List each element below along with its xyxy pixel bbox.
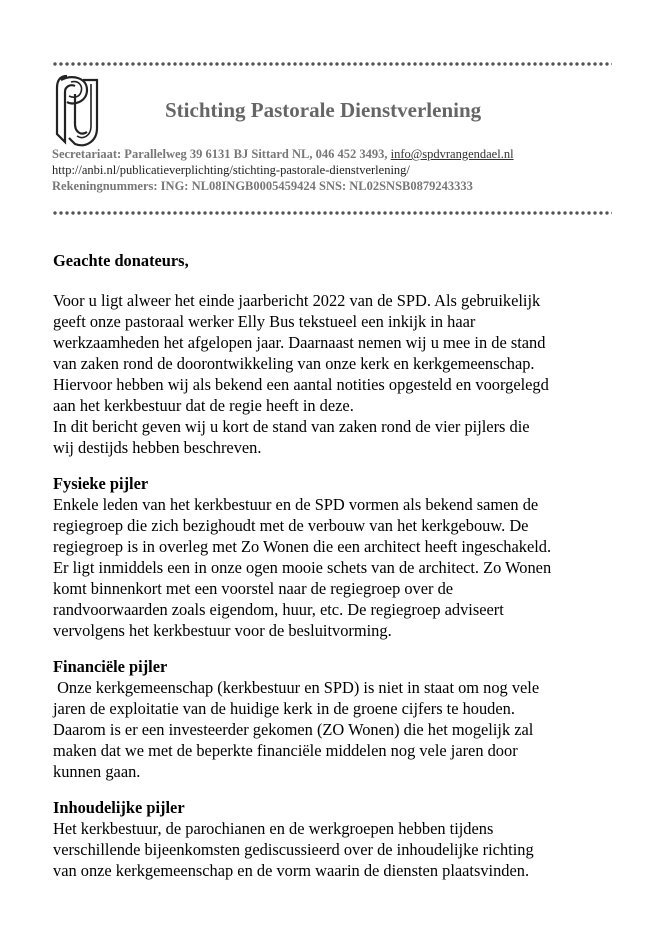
section-line: jaren de exploitatie van de huidige kerk in de groene cijfers te houden. [53, 699, 515, 718]
top-dotted-divider [52, 62, 612, 66]
intro-line: Hiervoor hebben wij als bekend een aantal notities opgesteld en voorgelegd [53, 375, 549, 394]
intro-paragraph [53, 290, 613, 458]
intro-line: aan het kerkbestuur dat de regie heeft in deze. [53, 396, 354, 415]
section-line: van onze kerkgemeenschap en de vorm waarin de diensten plaatsvinden. [53, 861, 530, 880]
section-line: Enkele leden van het kerkbestuur en de SPD vormen als bekend samen de [53, 495, 539, 514]
section-inhoudelijke-pijler [53, 797, 613, 881]
section-line: randvoorwaarden zoals eigendom, huur, etc. De regiegroep adviseert [53, 600, 504, 619]
bottom-dotted-divider [52, 211, 612, 215]
section-line: vervolgens het kerkbestuur voor de besluitvorming. [53, 621, 392, 640]
section-fysieke-pijler [53, 473, 613, 641]
intro-line: van zaken rond de doorontwikkeling van onze kerk en kerkgemeenschap. [53, 354, 535, 373]
section-line: maken dat we met de beperkte financiële middelen nog vele jaren door [53, 741, 518, 760]
intro-line: geeft onze pastoraal werker Elly Bus tekstueel een inkijk in haar [53, 312, 476, 331]
bank-accounts-line: Rekeningnummers: ING: NL08INGB0005459424 SNS: NL02SNSB0879243333 [52, 179, 473, 193]
section-line: Daarom is er een investeerder gekomen (ZO Wonen) die het mogelijk zal [53, 720, 534, 739]
spd-logo-icon [53, 72, 101, 150]
greeting: Geachte donateurs, [53, 251, 189, 270]
section-line: verschillende bijeenkomsten gediscussieerd over de inhoudelijke richting [53, 840, 534, 859]
intro-line: Voor u ligt alweer het einde jaarbericht 2022 van de SPD. Als gebruikelijk [53, 291, 541, 310]
section-line: Het kerkbestuur, de parochianen en de werkgroepen hebben tijdens [53, 819, 494, 838]
section-line: regiegroep die zich bezighoudt met de verbouw van het kerkgebouw. De [53, 516, 529, 535]
intro-line: werkzaamheden het afgelopen jaar. Daarnaast nemen wij u mee in de stand [53, 333, 546, 352]
address-text: Secretariaat: Parallelweg 39 6131 BJ Sittard NL, 046 452 3493, [52, 147, 388, 161]
organization-name: Stichting Pastorale Dienstverlening [165, 98, 482, 122]
section-line: Onze kerkgemeenschap (kerkbestuur en SPD) is niet in staat om nog vele [53, 678, 540, 697]
intro-line: In dit bericht geven wij u kort de stand van zaken rond de vier pijlers die [53, 417, 530, 436]
section-financiele-pijler [53, 656, 613, 782]
address-line [52, 146, 514, 162]
anbi-url-line: http://anbi.nl/publicatieverplichting/stichting-pastorale-dienstverlening/ [52, 163, 410, 177]
section-heading: Fysieke pijler [53, 474, 149, 493]
email-link[interactable]: info@spdvrangendael.nl [390, 147, 514, 161]
section-line: kunnen gaan. [53, 762, 141, 781]
section-heading: Inhoudelijke pijler [53, 798, 185, 817]
section-line: regiegroep is in overleg met Zo Wonen die een architect heeft ingeschakeld. [53, 537, 552, 556]
intro-line: wij destijds hebben beschreven. [53, 438, 262, 457]
section-line: Er ligt inmiddels een in onze ogen mooie schets van de architect. Zo Wonen [53, 558, 552, 577]
section-line: komt binnenkort met een voorstel naar de regiegroep over de [53, 579, 454, 598]
section-heading: Financiële pijler [53, 657, 168, 676]
